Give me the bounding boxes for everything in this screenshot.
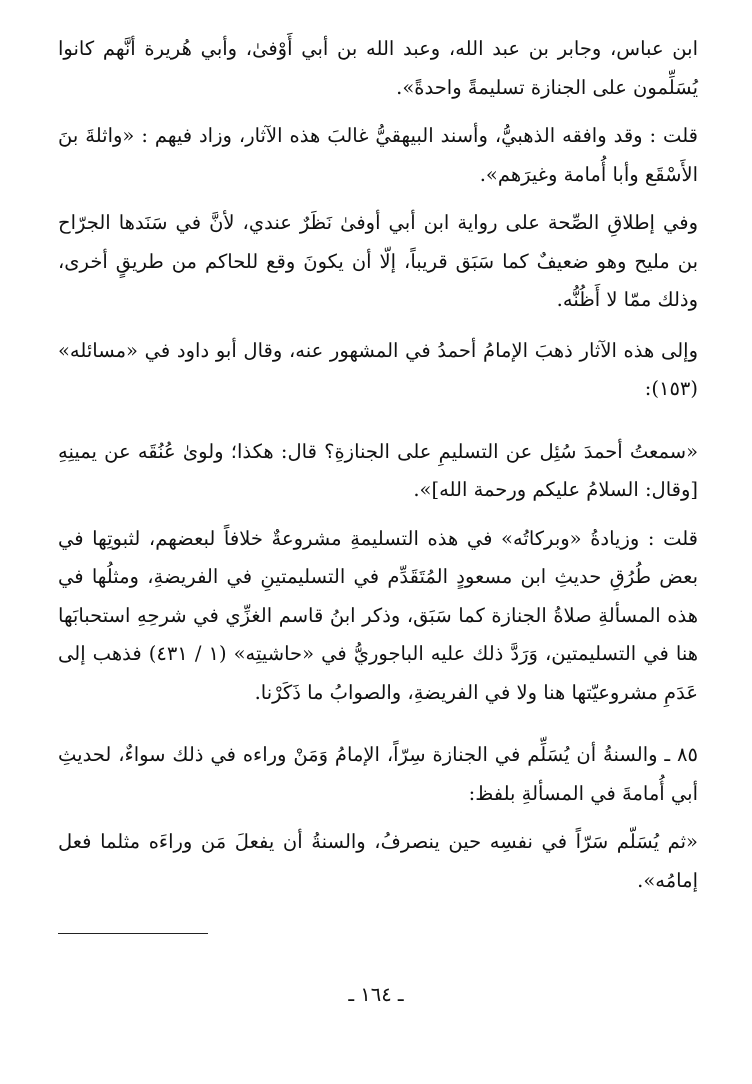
paragraph-imam-ahmad: وإلى هذه الآثار ذهبَ الإمامُ أحمدُ في المشهور عنه، وقال أبو داود في «مسائله» (١٥٣): [58, 338, 698, 400]
paragraph-quote-ahmad: «سمعتُ أحمدَ سُئِل عن التسليمِ على الجنازةِ؟ قال: هكذا؛ ولوىٰ عُنُقَه عن يمينِهِ [وقال: السلامُ عليكم ورحمة الله]». [58, 439, 698, 501]
paragraph-numbered-85: ٨٥ ـ والسنةُ أن يُسَلِّم في الجنازة سِرّاً، الإمامُ وَمَنْ وراءه في ذلك سواءٌ، لحديثِ أبي أُمامةَ في المسألةِ بلفظ: [58, 743, 698, 805]
page-body [58, 30, 698, 900]
paragraph-wabarakatuh: قلت : وزيادةُ «وبركاتُه» في هذه التسليمةِ مشروعةٌ خلافاً لبعضهم، لثبوتِها في بعض طُرُقِ حديثِ ابن مسعودٍ المُتَقَدِّم في التسليمتينِ في الفريضةِ، ومثلُها في هذه المسألةِ صلاةُ الجنازة كما سَبَق، وذكر ابنُ قاسم الغزِّي في شرحِهِ استحبابَها هنا في التسليمتين، وَرَدَّ ذلك عليه الباجوريُّ في «حاشيتِه» (١ / ٤٣١) فذهب إلى عَدَمِ مشروعيّتها هنا ولا في الفريضةِ، والصوابُ ما ذَكَرْنا. [58, 526, 698, 704]
footnote-divider [58, 933, 208, 934]
page-number: ـ ١٦٤ ـ [348, 983, 404, 1006]
paragraph-critique-ibn-abi-awfa: وفي إطلاقِ الصِّحة على رواية ابن أبي أوفىٰ نَظَرٌ عندي، لأنَّ في سَنَدها الجرّاح بن مليح وهو ضعيفٌ كما سَبَق قريباً، إلّا أن يكونَ وقع للحاكم من طريقٍ أخرى، وذلك ممّا لا أَظُنُّه. [58, 211, 698, 311]
paragraph-comment-dhahabi: قلت : وقد وافقه الذهبيُّ، وأسند البيهقيُّ غالبَ هذه الآثار، وزاد فيهم : «واثلةَ بنَ الأَسْقَع وأبا أُمامة وغيرَهم». [58, 124, 698, 186]
paragraph-continuation: ابن عباس، وجابر بن عبد الله، وعبد الله بن أبي أَوْفىٰ، وأبي هُريرة أنَّهم كانوا يُسَلِّمون على الجنازة تسليمةً واحدةً». [58, 37, 698, 99]
paragraph-quote-abu-umama: «ثم يُسَلّم سَرّاً في نفسِه حين ينصرفُ، والسنةُ أن يفعلَ مَن وراءَه مثلما فعل إمامُه». [58, 830, 698, 892]
